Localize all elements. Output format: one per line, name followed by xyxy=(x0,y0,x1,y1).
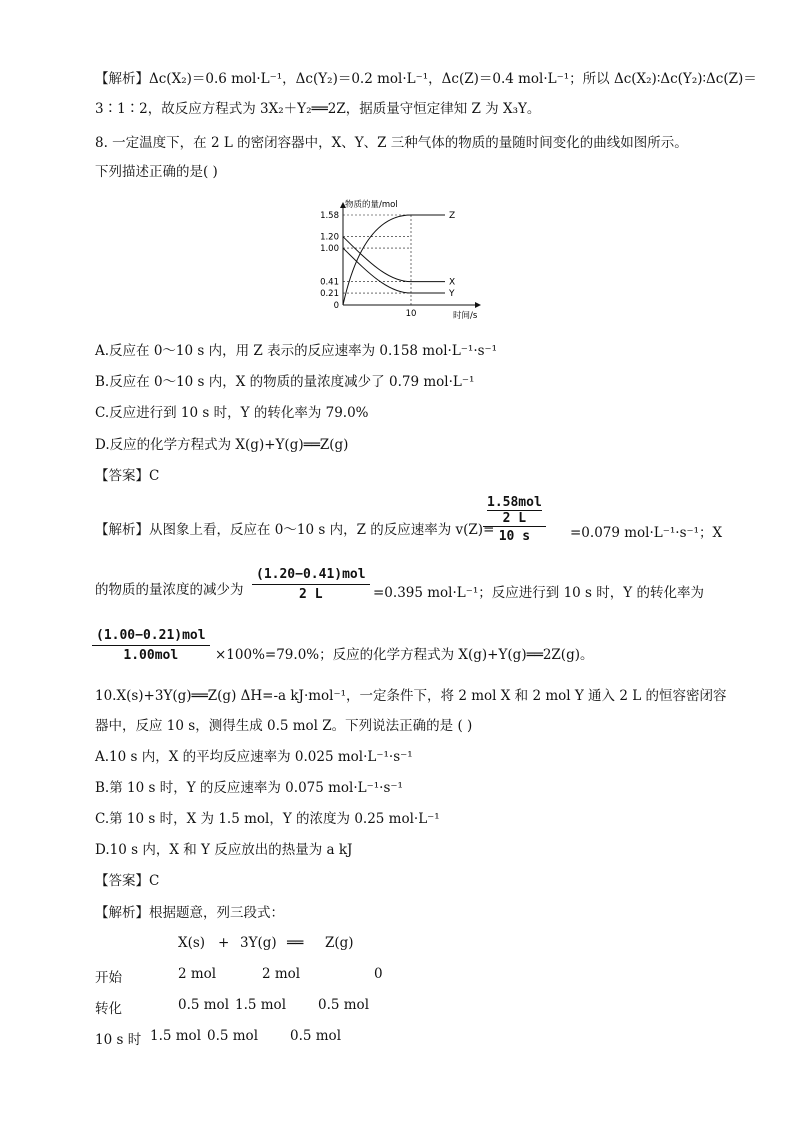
q8-exp1-fraction xyxy=(483,495,546,544)
q8-stem-1: 8. 一定温度下，在 2 L 的密闭容器中，X、Y、Z 三种气体的物质的量随时间变化的曲线如图所示。 xyxy=(95,135,688,151)
table-cell: 1.5 mol xyxy=(235,997,287,1013)
intro-line-1: 【解析】Δc(X₂)＝0.6 mol·L⁻¹，Δc(Y₂)＝0.2 mol·L⁻¹，Δc(Z)＝0.4 mol·L⁻¹；所以 Δc(X₂)∶Δc(Y₂)∶Δc(Z)＝ xyxy=(95,71,757,87)
series-y-line xyxy=(343,248,445,293)
q8-exp1-inner-num: 1.58mol xyxy=(487,495,542,510)
q8-answer: 【答案】C xyxy=(95,468,160,484)
q8-exp3-suffix: ×100%=79.0%；反应的化学方程式为 X(g)+Y(g)══2Z(g)。 xyxy=(215,647,594,663)
y-tick-label: 1.00 xyxy=(320,244,339,255)
q8-stem-2: 下列描述正确的是( ) xyxy=(95,164,218,180)
table-header-z: Z(g) xyxy=(325,935,354,951)
table-header-plus: + xyxy=(218,935,230,951)
table-header-y: 3Y(g) xyxy=(240,935,277,951)
table-cell: 0 xyxy=(374,966,383,982)
series-z-line xyxy=(343,215,445,305)
q8-option-c: C.反应进行到 10 s 时，Y 的转化率为 79.0% xyxy=(95,405,369,421)
q8-exp1-prefix: 【解析】从图象上看，反应在 0～10 s 内，Z 的反应速率为 v(Z)= xyxy=(95,522,495,538)
table-cell: 2 mol xyxy=(262,966,301,982)
x-tick-label: 10 xyxy=(405,309,417,319)
q8-chart xyxy=(305,195,485,325)
q10-stem-2: 器中，反应 10 s，测得生成 0.5 mol Z。下列说法正确的是 ( ) xyxy=(95,718,473,734)
table-cell: 1.5 mol xyxy=(150,1028,202,1044)
q8-exp1-inner-den: 2 L xyxy=(487,510,542,526)
q8-option-b: B.反应在 0～10 s 内，X 的物质的量浓度减少了 0.79 mol·L⁻¹ xyxy=(95,374,475,390)
q10-explanation: 【解析】根据题意，列三段式： xyxy=(95,905,284,921)
q8-option-d: D.反应的化学方程式为 X(g)+Y(g)══Z(g) xyxy=(95,437,349,453)
q8-exp3-num: (1.00−0.21)mol xyxy=(96,628,206,643)
table-row-label: 开始 xyxy=(95,970,122,986)
y-tick-label: 0.41 xyxy=(320,277,339,288)
table-cell: 0.5 mol xyxy=(207,1028,259,1044)
q10-option-c: C.第 10 s 时，X 为 1.5 mol，Y 的浓度为 0.25 mol·L⁻¹ xyxy=(95,811,440,827)
table-cell: 2 mol xyxy=(178,966,217,982)
table-cell: 0.5 mol xyxy=(318,997,370,1013)
y-tick-label: 0 xyxy=(333,301,339,311)
series-z-label: Z xyxy=(449,211,456,221)
y-tick-label: 1.58 xyxy=(320,211,339,221)
q8-exp2-prefix: 的物质的量浓度的减少为 xyxy=(95,582,244,598)
q8-exp2-fraction xyxy=(252,567,370,602)
table-row-label: 转化 xyxy=(95,1001,122,1017)
q8-exp2-num: (1.20−0.41)mol xyxy=(256,567,366,582)
table-cell: 0.5 mol xyxy=(178,997,230,1013)
q8-exp1-suffix: =0.079 mol·L⁻¹·s⁻¹；X xyxy=(570,525,723,541)
x-axis-label: 时间/s xyxy=(453,311,478,321)
q8-exp2-den: 2 L xyxy=(252,584,370,602)
q8-exp3-den: 1.00mol xyxy=(92,645,210,663)
q10-stem-1: 10.X(s)+3Y(g)══Z(g) ΔH=-a kJ·mol⁻¹，一定条件下，将 2 mol X 和 2 mol Y 通入 2 L 的恒容密闭容 xyxy=(95,688,727,704)
q8-exp1-den: 10 s xyxy=(483,526,546,544)
q10-option-a: A.10 s 内，X 的平均反应速率为 0.025 mol·L⁻¹·s⁻¹ xyxy=(95,749,413,765)
q8-option-a: A.反应在 0～10 s 内，用 Z 表示的反应速率为 0.158 mol·L⁻¹·s⁻¹ xyxy=(95,343,498,359)
intro-line-2: 3∶1∶2，故反应方程式为 3X₂＋Y₂══2Z，据质量守恒定律知 Z 为 X₃Y。 xyxy=(95,101,541,117)
q8-exp2-suffix: =0.395 mol·L⁻¹；反应进行到 10 s 时，Y 的转化率为 xyxy=(373,585,704,601)
q10-answer: 【答案】C xyxy=(95,873,160,889)
y-tick-label: 0.21 xyxy=(320,289,339,300)
series-x-line xyxy=(343,237,445,282)
series-y-label: Y xyxy=(449,289,455,300)
y-axis-label: 物质的量/mol xyxy=(345,200,398,210)
y-tick-label: 1.20 xyxy=(320,232,339,243)
q10-option-b: B.第 10 s 时，Y 的反应速率为 0.075 mol·L⁻¹·s⁻¹ xyxy=(95,780,403,796)
table-header-arrow: ══ xyxy=(287,935,304,951)
table-cell: 0.5 mol xyxy=(290,1028,342,1044)
table-header-x: X(s) xyxy=(178,935,206,951)
q10-option-d: D.10 s 内，X 和 Y 反应放出的热量为 a kJ xyxy=(95,842,353,858)
table-row-label: 10 s 时 xyxy=(95,1032,142,1048)
q8-exp3-fraction xyxy=(92,628,210,663)
series-x-label: X xyxy=(449,277,456,288)
